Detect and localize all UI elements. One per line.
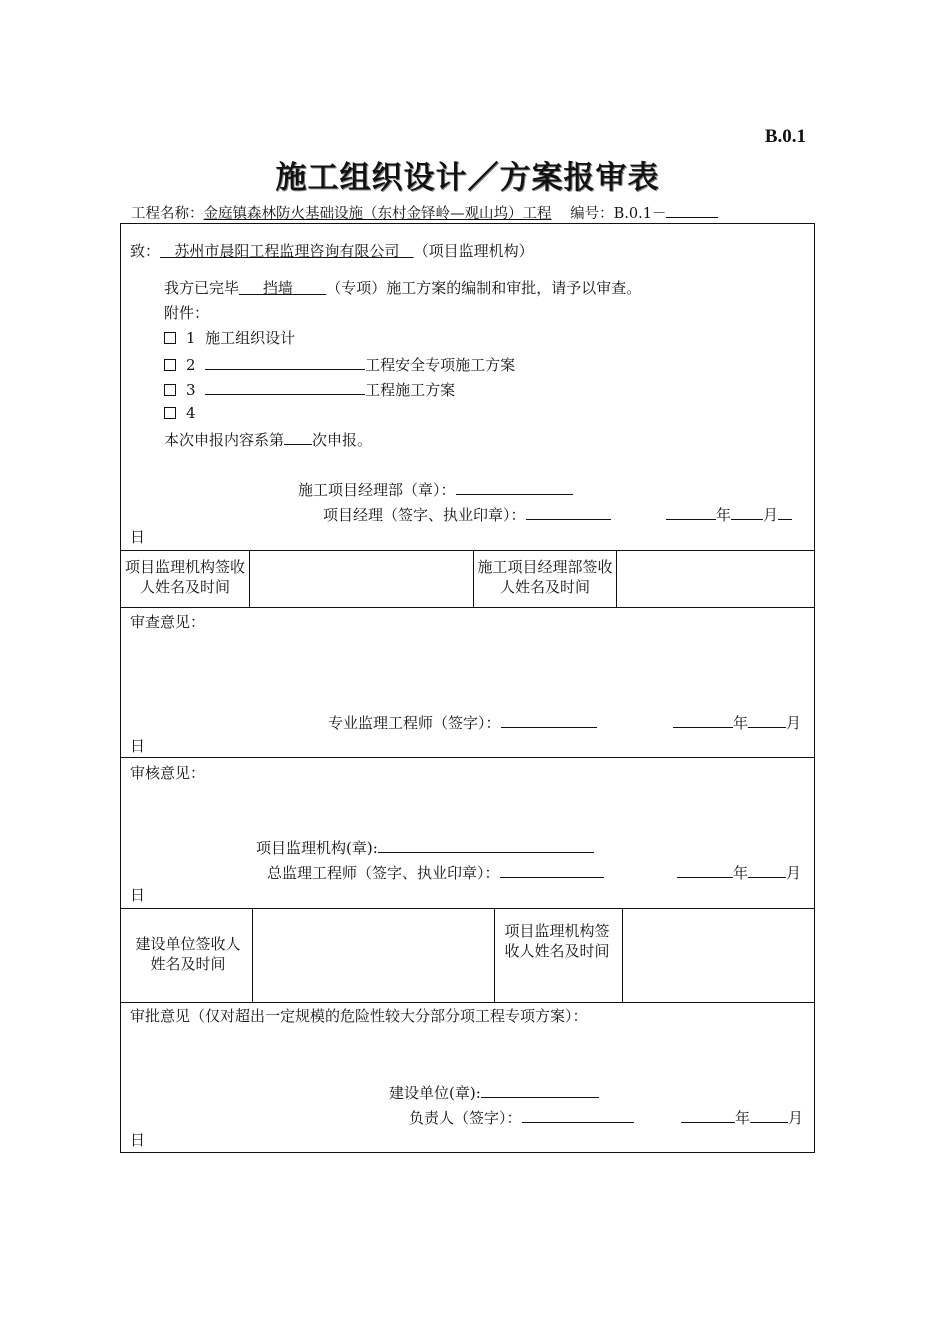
chief-sign-field[interactable] [500, 861, 604, 878]
checkbox[interactable] [164, 384, 176, 396]
project-label: 工程名称： [131, 206, 204, 222]
receipt2-left-label: 建设单位签收人姓名及时间 [135, 935, 241, 973]
audit-day: 日 [130, 886, 146, 904]
scheme-name[interactable]: 挡墙 [262, 279, 293, 297]
manager-sign-line: 项目经理（签字、执业印章）： [323, 503, 611, 525]
audit-opinion-label: 审核意见： [130, 764, 206, 782]
attachment-item-4: 4 [164, 403, 196, 423]
chief-sign-line: 总监理工程师（签字、执业印章）： [267, 861, 604, 883]
project-line [131, 201, 821, 224]
divider [121, 757, 814, 758]
review-day: 日 [130, 737, 146, 755]
page-title: 施工组织设计／方案报审表 [275, 160, 660, 196]
unit-seal-line: 建设单位(章): [389, 1081, 599, 1103]
checkbox[interactable] [164, 407, 176, 419]
divider [252, 908, 253, 1002]
org-seal-field[interactable] [378, 836, 594, 853]
divider [249, 550, 250, 607]
submission-count[interactable] [284, 428, 312, 445]
to-suffix: （项目监理机构） [413, 242, 534, 260]
approve-date: 年 月 [681, 1106, 803, 1128]
approval-form [120, 223, 815, 1153]
receipt-left-label: 项目监理机构签收人姓名及时间 [124, 558, 245, 596]
completed-line: 我方已完毕 挡墙 （专项）施工方案的编制和审批，请予以审查。 [164, 279, 642, 297]
review-date: 年 月 [673, 711, 801, 733]
responsible-sign-line: 负责人（签字）： [409, 1106, 634, 1128]
receipt2-right-label: 项目监理机构签收人姓名及时间 [504, 922, 610, 960]
checkbox[interactable] [164, 359, 176, 371]
attachment-item-2: 2 工程安全专项施工方案 [164, 353, 515, 375]
divider [121, 607, 814, 608]
org-seal-line: 项目监理机构(章): [256, 836, 594, 858]
to-line [130, 241, 534, 261]
divider [121, 908, 814, 909]
attachment-item-1: 1 施工组织设计 [164, 328, 295, 348]
approve-opinion-label: 审批意见（仅对超出一定规模的危险性较大分部分项工程专项方案）： [130, 1007, 588, 1025]
divider [494, 908, 495, 1002]
receipt-right-label: 施工项目经理部签收人姓名及时间 [477, 558, 613, 596]
unit-seal-field[interactable] [481, 1081, 599, 1098]
divider [121, 550, 814, 551]
divider [616, 550, 617, 607]
number-field[interactable] [666, 201, 718, 218]
form-code: B.0.1 [764, 126, 806, 147]
attachment-blank[interactable] [205, 378, 365, 395]
attachment-item-3: 3 工程施工方案 [164, 378, 455, 400]
review-opinion-label: 审查意见： [130, 613, 206, 631]
attachments-label: 附件： [164, 304, 210, 322]
engineer-sign-field[interactable] [501, 711, 597, 728]
project-name: 金庭镇森林防火基础设施（东村金铎岭—观山坞）工程 [203, 206, 552, 222]
date-line: 年 月 [666, 503, 792, 525]
dept-seal-field[interactable] [456, 478, 573, 495]
divider [473, 550, 474, 607]
number-label: 编号：B.0.1－ [570, 206, 667, 222]
responsible-sign-field[interactable] [522, 1106, 634, 1123]
divider [622, 908, 623, 1002]
submission-line: 本次申报内容系第 次申报。 [164, 428, 372, 450]
to-label: 致： [130, 242, 161, 260]
day-label: 日 [130, 528, 146, 546]
engineer-sign-line: 专业监理工程师（签字）： [328, 711, 597, 733]
audit-date: 年 月 [677, 861, 801, 883]
checkbox[interactable] [164, 332, 176, 344]
dept-seal-line: 施工项目经理部（章）： [298, 478, 573, 500]
approve-day: 日 [130, 1131, 146, 1149]
to-org: 苏州市晨阳工程监理咨询有限公司 [174, 242, 400, 260]
manager-sign-field[interactable] [526, 503, 611, 520]
attachment-blank[interactable] [205, 353, 365, 370]
divider [121, 1002, 814, 1003]
